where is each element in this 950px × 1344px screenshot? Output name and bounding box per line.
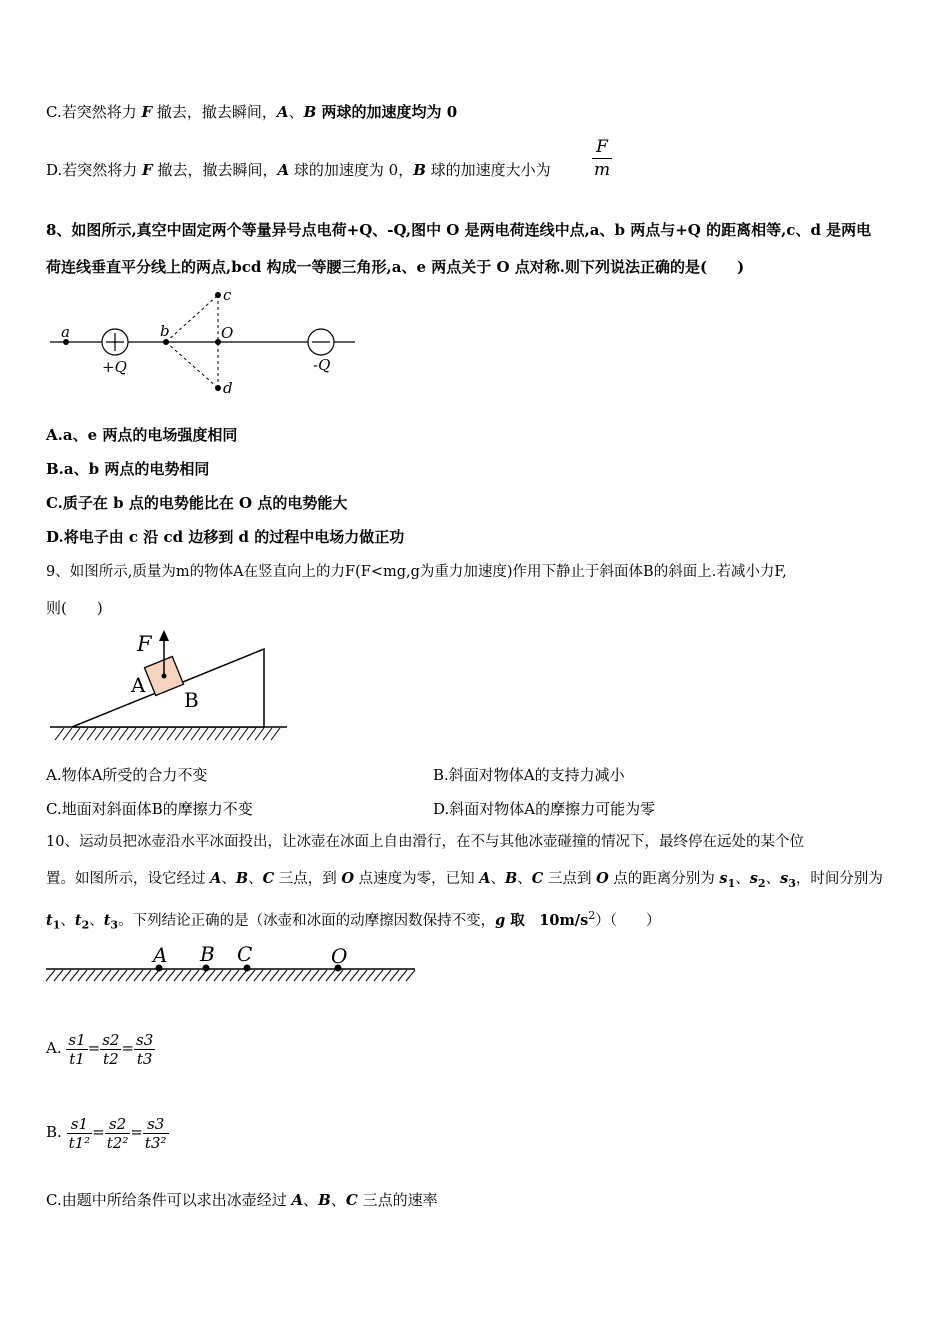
label-minus-q: -Q xyxy=(313,356,331,374)
q10-stem-line3: $t_1$、$t_2$、$t_3$。下列结论正确的是（冰壶和冰面的动摩擦因数保持不变，g 取 $10m/s^2$）（ ） xyxy=(46,909,661,932)
label-a-block: A xyxy=(131,673,146,697)
q8-stem-line2: 荷连线垂直平分线上的两点,bcd 构成一等腰三角形,a、e 两点关于 O 点对称.则下列说法正确的是( ) xyxy=(46,258,745,276)
frac-s2-t2sq: $\frac{s2}{\text{t2²}}$ xyxy=(106,1114,129,1152)
q10-stem-line1: 10、运动员把冰壶沿水平冰面投出，让冰壶在冰面上自由滑行，在不与其他冰壶碰撞的情况下，最终停在远处的某个位 xyxy=(46,834,804,850)
q7-option-c: C.若突然将力 F 撤去，撤去瞬间，A、B 两球的加速度均为 0 xyxy=(46,103,458,121)
label-d: d xyxy=(223,379,233,397)
frac-s3-t3: $\frac{s3}{t3}$ xyxy=(136,1030,154,1068)
frac-s2-t2: $\frac{s2}{t2}$ xyxy=(102,1030,120,1068)
q8-stem-line1: 8、如图所示,真空中固定两个等量异号点电荷+Q、-Q,图中 O 是两电荷连线中点,a、b 两点与+Q 的距离相等,c、d 是两电 xyxy=(46,221,872,239)
label-a: A xyxy=(153,943,168,967)
label-f: F xyxy=(137,632,152,656)
frac-s1-t1sq: $\frac{s1}{\text{t1²}}$ xyxy=(68,1114,91,1152)
q10-option-a: A. $\frac{s1}{t1}$ = $\frac{s2}{t2}$ = $\frac{s3}{t3}$ xyxy=(46,1030,154,1068)
q10-option-b: B. $\frac{s1}{\text{t1²}}$ = $\frac{s2}{\text{t2²}}$ = $\frac{s3}{\text{t3²}}$ xyxy=(46,1114,167,1152)
frac-s3-t3sq: $\frac{s3}{\text{t3²}}$ xyxy=(144,1114,167,1152)
q7-option-d-fraction: F m xyxy=(593,137,611,180)
q9-option-c: C.地面对斜面体B的摩擦力不变 xyxy=(46,800,253,818)
label-b: b xyxy=(160,322,170,340)
label-o: O xyxy=(331,944,348,968)
q8-option-b: B.a、b 两点的电势相同 xyxy=(46,460,210,478)
q9-stem-line1: 9、如图所示,质量为m的物体A在竖直向上的力F(F<mg,g为重力加速度)作用下静止于斜面体B的斜面上.若减小力F, xyxy=(46,564,787,580)
label-c: C xyxy=(237,942,253,966)
label-a: a xyxy=(61,323,70,341)
label-b: B xyxy=(200,942,215,966)
frac-s1-t1: $\frac{s1}{t1}$ xyxy=(68,1030,86,1068)
q9-option-a: A.物体A所受的合力不变 xyxy=(46,766,208,784)
label-b-incline: B xyxy=(184,688,199,712)
q9-stem-line2: 则( ) xyxy=(46,599,103,617)
label-plus-q: +Q xyxy=(102,358,127,376)
q9-option-b: B.斜面对物体A的支持力减小 xyxy=(433,766,625,784)
q9-option-d: D.斜面对物体A的摩擦力可能为零 xyxy=(433,800,656,818)
q10-stem-line2: 置。如图所示，设它经过 A、B、C 三点，到 O 点速度为零，已知 A、B、C 三点到 O 点的距离分别为 $s_1$、$s_2$、$s_3$，时间分别为 xyxy=(46,870,883,890)
label-c: c xyxy=(223,286,232,304)
q8-option-c: C.质子在 b 点的电势能比在 O 点的电势能大 xyxy=(46,494,348,512)
q8-option-d: D.将电子由 c 沿 cd 边移到 d 的过程中电场力做正功 xyxy=(46,528,405,546)
q8-option-a: A.a、e 两点的电场强度相同 xyxy=(46,426,238,444)
q10-option-c: C.由题中所给条件可以求出冰壶经过 A、B、C 三点的速率 xyxy=(46,1191,438,1209)
q7-option-d: D.若突然将力 F 撤去，撤去瞬间，A 球的加速度为 0，B 球的加速度大小为 xyxy=(46,161,551,179)
label-o: O xyxy=(221,324,234,342)
